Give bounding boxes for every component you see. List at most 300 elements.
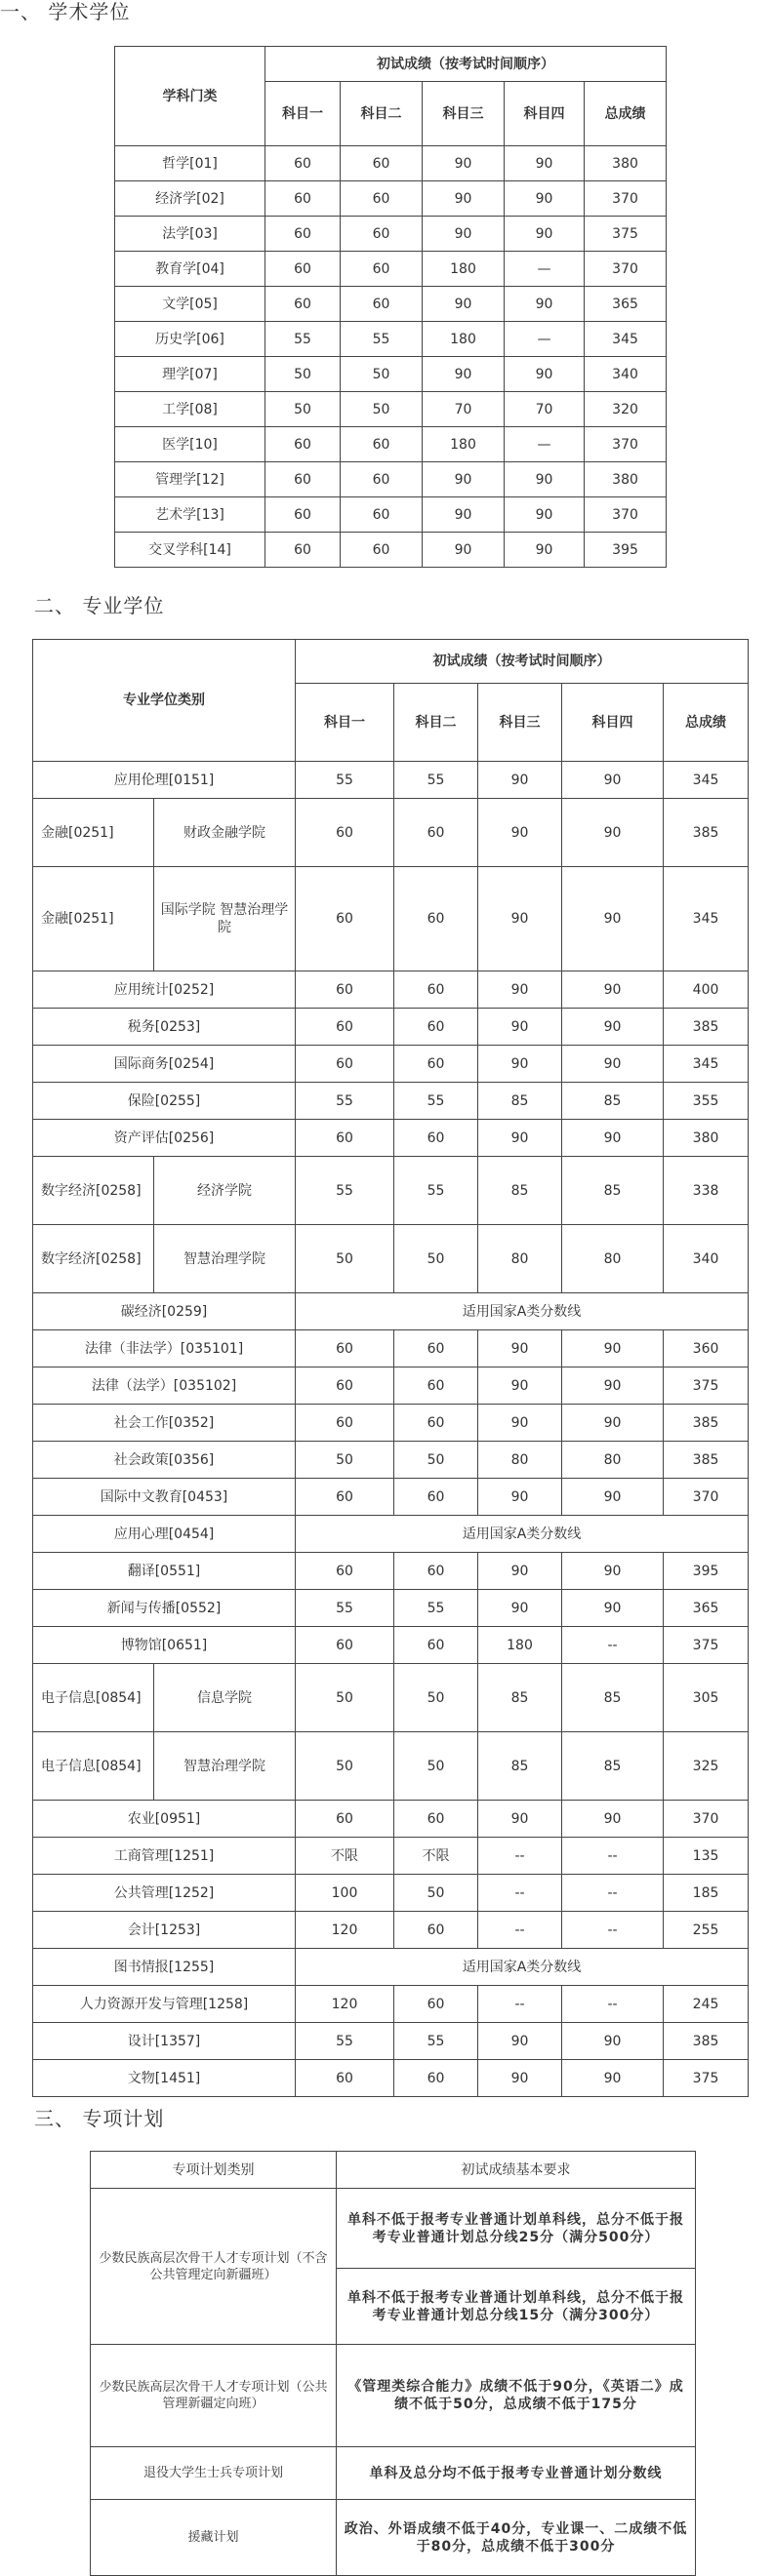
score-cell: 60 [296,1367,394,1405]
score-cell: 55 [296,2023,394,2060]
category-cell: 工商管理[1251] [33,1838,296,1875]
table-row [33,1009,749,1046]
score-cell: 50 [394,1875,478,1912]
table-row [115,357,667,392]
table-row [115,462,667,497]
score-cell: 375 [664,1627,749,1664]
score-cell: 385 [664,1009,749,1046]
score-cell: 55 [394,2023,478,2060]
score-cell: 180 [423,427,505,462]
score-cell: 90 [423,497,505,533]
table-row [33,1516,749,1553]
discipline-cell: 文学[05] [115,287,265,322]
discipline-cell: 教育学[04] [115,252,265,287]
score-cell: 60 [394,1330,478,1367]
table-row [91,2345,696,2447]
score-cell: 90 [478,2060,562,2097]
table-row [33,1083,749,1120]
score-cell: 90 [423,287,505,322]
score-cell: 60 [394,799,478,867]
national-line-cell: 适用国家A类分数线 [296,1516,749,1553]
score-cell: 85 [562,1664,664,1732]
table-row [33,2060,749,2097]
table-row [115,427,667,462]
category-cell: 图书情报[1255] [33,1949,296,1986]
requirement-cell: 《管理类综合能力》成绩不低于90分，《英语二》成绩不低于50分，总成绩不低于175分 [337,2345,696,2447]
score-cell: 90 [562,2060,664,2097]
score-cell: 135 [664,1838,749,1875]
score-cell: 60 [394,1801,478,1838]
score-cell: — [505,322,585,357]
score-cell: 90 [478,799,562,867]
score-cell: 395 [664,1553,749,1590]
score-cell: -- [562,1627,664,1664]
section-title-special: 三、 专项计划 [34,2107,165,2130]
discipline-cell: 管理学[12] [115,462,265,497]
category-cell: 数字经济[0258] [33,1225,154,1293]
category-cell: 会计[1253] [33,1912,296,1949]
discipline-cell: 理学[07] [115,357,265,392]
score-cell: 90 [562,1330,664,1367]
category-cell: 金融[0251] [33,799,154,867]
table-row [33,971,749,1009]
requirement-cell: 政治、外语成绩不低于40分，专业课一、二成绩不低于80分，总成绩不低于300分 [337,2500,696,2576]
score-cell: 90 [505,217,585,252]
column-header-plan-category: 专项计划类别 [91,2152,337,2189]
score-cell: 325 [664,1732,749,1801]
score-cell: 60 [265,533,341,568]
score-cell: 90 [478,1367,562,1405]
plan-category-cell: 援藏计划 [91,2500,337,2576]
requirement-cell: 单科不低于报考专业普通计划单科线，总分不低于报考专业普通计划总分线25分（满分500分） [337,2189,696,2269]
table-row [33,1627,749,1664]
table-row [33,799,749,867]
score-cell: 370 [585,181,667,217]
score-cell: 345 [585,322,667,357]
score-cell: 90 [562,1367,664,1405]
table-row [33,1405,749,1442]
score-cell: 90 [562,1479,664,1516]
score-cell: 90 [562,1405,664,1442]
score-cell: 60 [296,1046,394,1083]
column-header-discipline: 学科门类 [115,47,265,146]
score-cell: 60 [341,462,423,497]
score-cell: 90 [562,1009,664,1046]
score-cell: 345 [664,867,749,971]
score-cell: 90 [478,971,562,1009]
score-cell: 395 [585,533,667,568]
score-cell: 385 [664,1405,749,1442]
score-cell: 385 [664,799,749,867]
score-cell: 50 [296,1442,394,1479]
category-cell: 法律（法学）[035102] [33,1367,296,1405]
score-cell: 60 [394,1046,478,1083]
score-cell: 90 [478,1120,562,1157]
score-cell: -- [562,1838,664,1875]
score-cell: 55 [296,1590,394,1627]
score-cell: 370 [664,1801,749,1838]
score-cell: 340 [664,1225,749,1293]
score-cell: 180 [423,252,505,287]
table-row [33,1330,749,1367]
score-cell: 380 [664,1120,749,1157]
category-cell: 社会政策[0356] [33,1442,296,1479]
college-cell: 经济学院 [154,1157,296,1225]
category-cell: 设计[1357] [33,2023,296,2060]
score-cell: 55 [394,762,478,799]
score-cell: 55 [341,322,423,357]
score-cell: 50 [341,392,423,427]
score-cell: 80 [478,1225,562,1293]
score-cell: 60 [296,2060,394,2097]
score-cell: 60 [296,971,394,1009]
score-cell: 370 [585,427,667,462]
score-cell: 400 [664,971,749,1009]
score-cell: 90 [478,1553,562,1590]
score-cell: — [505,252,585,287]
discipline-cell: 工学[08] [115,392,265,427]
score-cell: 60 [265,427,341,462]
score-cell: 60 [341,217,423,252]
score-cell: 50 [296,1732,394,1801]
category-cell: 法律（非法学）[035101] [33,1330,296,1367]
category-cell: 国际商务[0254] [33,1046,296,1083]
score-cell: 60 [265,287,341,322]
discipline-cell: 哲学[01] [115,146,265,181]
table-row [33,1120,749,1157]
column-header-subject-3: 科目三 [478,684,562,762]
score-cell: 90 [505,357,585,392]
table-row [33,867,749,971]
score-cell: 60 [296,1479,394,1516]
column-header-group: 初试成绩（按考试时间顺序） [265,47,667,82]
score-cell: 不限 [296,1838,394,1875]
column-header-subject-2: 科目二 [341,82,423,146]
score-cell: 70 [505,392,585,427]
table-row [33,1046,749,1083]
score-cell: 370 [664,1479,749,1516]
college-cell: 财政金融学院 [154,799,296,867]
table-row [115,252,667,287]
score-cell: 365 [664,1590,749,1627]
table-row [33,1367,749,1405]
discipline-cell: 艺术学[13] [115,497,265,533]
score-cell: 90 [478,1330,562,1367]
score-cell: -- [478,1912,562,1949]
score-cell: 55 [296,1083,394,1120]
score-cell: 90 [478,1479,562,1516]
category-cell: 金融[0251] [33,867,154,971]
category-cell: 人力资源开发与管理[1258] [33,1986,296,2023]
score-cell: 90 [478,1405,562,1442]
score-cell: 60 [265,497,341,533]
table-row [115,181,667,217]
table-row [33,1293,749,1330]
score-cell: 50 [394,1664,478,1732]
score-cell: 50 [394,1225,478,1293]
table-row [91,2189,696,2269]
score-cell: 90 [505,181,585,217]
score-cell: 60 [296,1801,394,1838]
section-title-professional: 二、 专业学位 [34,594,165,617]
discipline-cell: 交叉学科[14] [115,533,265,568]
score-cell: 90 [505,462,585,497]
score-cell: 80 [478,1442,562,1479]
score-cell: 355 [664,1083,749,1120]
category-cell: 资产评估[0256] [33,1120,296,1157]
score-cell: 90 [478,762,562,799]
professional-degree-table [32,639,749,2097]
table-row [33,2023,749,2060]
score-cell: 60 [394,1627,478,1664]
score-cell: 55 [265,322,341,357]
score-cell: 60 [394,1912,478,1949]
score-cell: 60 [296,1120,394,1157]
score-cell: 85 [562,1732,664,1801]
score-cell: 60 [394,971,478,1009]
score-cell: 60 [341,533,423,568]
score-cell: 90 [423,181,505,217]
table-row [33,762,749,799]
score-cell: 120 [296,1986,394,2023]
category-cell: 翻译[0551] [33,1553,296,1590]
score-cell: 60 [296,1330,394,1367]
score-cell: 365 [585,287,667,322]
score-cell: 50 [341,357,423,392]
category-cell: 新闻与传播[0552] [33,1590,296,1627]
category-cell: 电子信息[0854] [33,1732,154,1801]
table-row [33,1875,749,1912]
score-cell: 60 [265,146,341,181]
score-cell: 340 [585,357,667,392]
table-row [33,1949,749,1986]
score-cell: -- [562,1912,664,1949]
score-cell: 70 [423,392,505,427]
score-cell: — [505,427,585,462]
column-header-total: 总成绩 [585,82,667,146]
score-cell: 60 [265,181,341,217]
column-header-subject-4: 科目四 [505,82,585,146]
college-cell: 智慧治理学院 [154,1732,296,1801]
category-cell: 保险[0255] [33,1083,296,1120]
score-cell: 90 [478,1009,562,1046]
section-title-academic: 一、 学术学位 [0,0,131,23]
column-header-subject-4: 科目四 [562,684,664,762]
table-row [33,1590,749,1627]
category-cell: 应用伦理[0151] [33,762,296,799]
score-cell: 90 [478,1590,562,1627]
score-cell: 380 [585,146,667,181]
score-cell: 85 [562,1157,664,1225]
score-cell: 360 [664,1330,749,1367]
category-cell: 数字经济[0258] [33,1157,154,1225]
table-row [115,287,667,322]
college-cell: 智慧治理学院 [154,1225,296,1293]
score-cell: 60 [341,146,423,181]
national-line-cell: 适用国家A类分数线 [296,1949,749,1986]
score-cell: -- [478,1986,562,2023]
score-cell: 375 [664,1367,749,1405]
score-cell: 60 [341,497,423,533]
category-cell: 应用统计[0252] [33,971,296,1009]
column-header-requirement: 初试成绩基本要求 [337,2152,696,2189]
score-cell: 85 [478,1732,562,1801]
score-cell: 50 [265,357,341,392]
requirement-cell: 单科及总分均不低于报考专业普通计划分数线 [337,2447,696,2500]
score-cell: 180 [478,1627,562,1664]
table-row [33,1479,749,1516]
category-cell: 博物馆[0651] [33,1627,296,1664]
score-cell: 185 [664,1875,749,1912]
college-cell: 国际学院 智慧治理学院 [154,867,296,971]
score-cell: 305 [664,1664,749,1732]
score-cell: -- [562,1875,664,1912]
score-cell: 50 [296,1225,394,1293]
category-cell: 电子信息[0854] [33,1664,154,1732]
score-cell: 90 [562,1120,664,1157]
category-cell: 社会工作[0352] [33,1405,296,1442]
score-cell: 85 [478,1157,562,1225]
score-cell: 60 [341,252,423,287]
score-cell: 60 [394,867,478,971]
score-cell: 90 [505,146,585,181]
score-cell: 90 [562,762,664,799]
plan-category-cell: 少数民族高层次骨干人才专项计划（不含公共管理定向新疆班） [91,2189,337,2345]
score-cell: 不限 [394,1838,478,1875]
academic-degree-table [114,46,667,568]
score-cell: 370 [585,497,667,533]
score-cell: -- [562,1986,664,2023]
score-cell: 385 [664,2023,749,2060]
score-cell: 90 [423,533,505,568]
score-cell: 60 [265,462,341,497]
score-cell: 338 [664,1157,749,1225]
score-cell: 60 [341,287,423,322]
score-cell: 60 [296,1405,394,1442]
requirement-cell: 单科不低于报考专业普通计划单科线，总分不低于报考专业普通计划总分线15分（满分300分） [337,2269,696,2345]
score-cell: 90 [478,1801,562,1838]
score-cell: 90 [505,287,585,322]
score-cell: 60 [296,867,394,971]
table-row [115,146,667,181]
score-cell: 60 [394,2060,478,2097]
table-row [33,1442,749,1479]
score-cell: 90 [505,497,585,533]
score-cell: 60 [341,427,423,462]
score-cell: 85 [478,1664,562,1732]
score-cell: 60 [394,1479,478,1516]
score-cell: 60 [265,252,341,287]
category-cell: 碳经济[0259] [33,1293,296,1330]
score-cell: 90 [478,1046,562,1083]
table-row [33,1553,749,1590]
score-cell: 90 [562,1046,664,1083]
score-cell: 255 [664,1912,749,1949]
score-cell: 90 [562,971,664,1009]
score-cell: 90 [505,533,585,568]
score-cell: 50 [394,1442,478,1479]
score-cell: 90 [478,867,562,971]
table-row [115,217,667,252]
score-cell: -- [478,1875,562,1912]
table-row [91,2500,696,2576]
score-cell: 60 [394,1120,478,1157]
score-cell: 90 [423,462,505,497]
score-cell: 55 [296,762,394,799]
table-row [33,1225,749,1293]
column-header-subject-3: 科目三 [423,82,505,146]
score-cell: 380 [585,462,667,497]
college-cell: 信息学院 [154,1664,296,1732]
score-cell: 55 [394,1590,478,1627]
column-header-group: 初试成绩（按考试时间顺序） [296,640,749,684]
score-cell: 90 [562,799,664,867]
column-header-subject-1: 科目一 [296,684,394,762]
score-cell: 60 [394,1553,478,1590]
category-cell: 公共管理[1252] [33,1875,296,1912]
column-header-subject-1: 科目一 [265,82,341,146]
score-cell: 90 [423,357,505,392]
table-row [33,1986,749,2023]
table-row [115,392,667,427]
discipline-cell: 法学[03] [115,217,265,252]
score-cell: 90 [562,2023,664,2060]
score-cell: 245 [664,1986,749,2023]
column-header-category: 专业学位类别 [33,640,296,762]
score-cell: 60 [341,181,423,217]
score-cell: 385 [664,1442,749,1479]
discipline-cell: 经济学[02] [115,181,265,217]
score-cell: 80 [562,1442,664,1479]
plan-category-cell: 退役大学生士兵专项计划 [91,2447,337,2500]
table-row [33,1801,749,1838]
discipline-cell: 历史学[06] [115,322,265,357]
score-cell: 100 [296,1875,394,1912]
score-cell: 320 [585,392,667,427]
score-cell: 55 [394,1083,478,1120]
score-cell: 90 [562,1801,664,1838]
score-cell: 60 [394,1986,478,2023]
score-cell: 90 [423,146,505,181]
table-row [115,322,667,357]
score-cell: 90 [562,1590,664,1627]
score-cell: 60 [394,1367,478,1405]
score-cell: 60 [296,1627,394,1664]
score-cell: 60 [296,1553,394,1590]
table-row [91,2447,696,2500]
score-cell: 85 [562,1083,664,1120]
table-row [33,1912,749,1949]
category-cell: 应用心理[0454] [33,1516,296,1553]
column-header-subject-2: 科目二 [394,684,478,762]
special-plan-table [90,2151,696,2576]
score-cell: 55 [296,1157,394,1225]
score-cell: 50 [296,1664,394,1732]
score-cell: 90 [562,1553,664,1590]
score-cell: 60 [296,799,394,867]
score-cell: 60 [394,1405,478,1442]
column-header-total: 总成绩 [664,684,749,762]
score-cell: 180 [423,322,505,357]
table-row [115,533,667,568]
score-cell: 60 [265,217,341,252]
score-cell: 60 [394,1009,478,1046]
discipline-cell: 医学[10] [115,427,265,462]
table-row [115,497,667,533]
table-row [33,1732,749,1801]
score-cell: 50 [394,1732,478,1801]
table-row [33,1157,749,1225]
